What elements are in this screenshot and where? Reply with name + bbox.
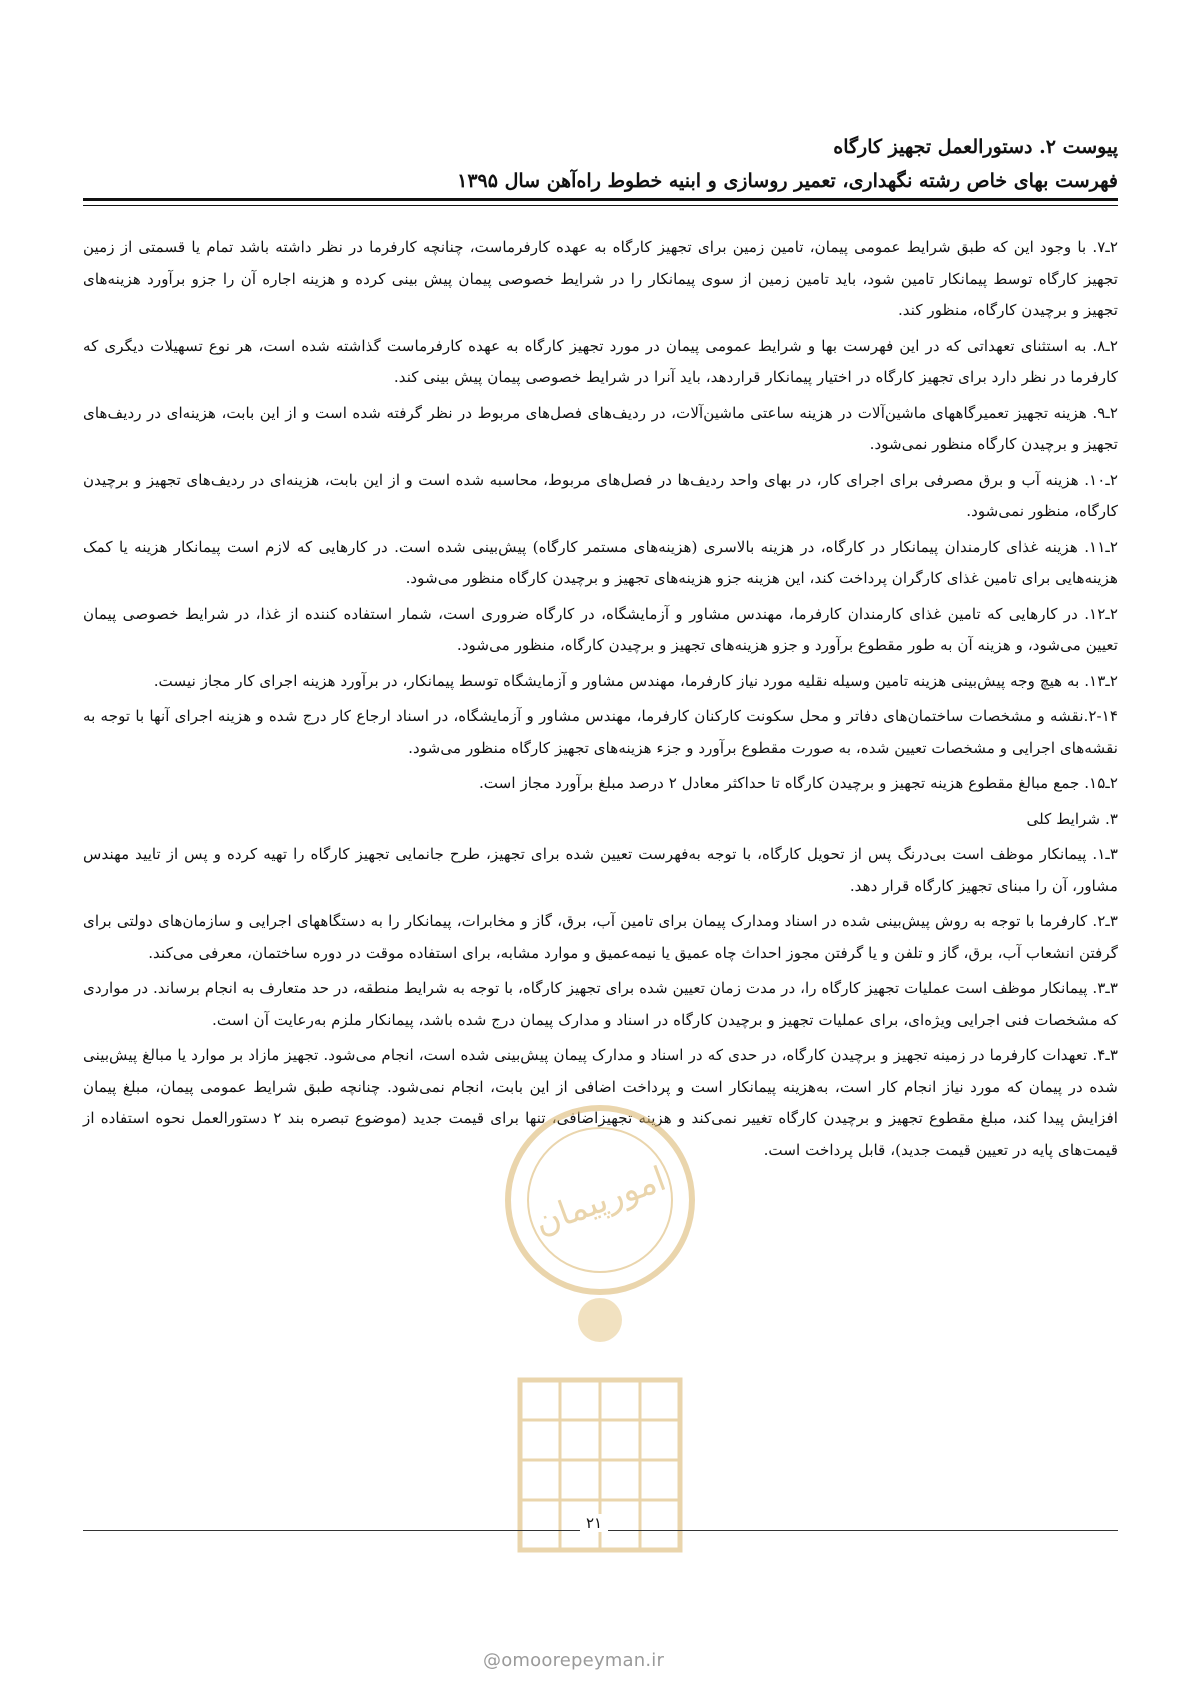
document-body (83, 232, 1118, 1170)
paragraph: ۳ـ۴. تعهدات کارفرما در زمینه تجهیز و برچیدن کارگاه، در حدی که در اسناد و مدارک پیمان پیش‌بینی شده است، انجام می‌شود. تجهیز مازاد بر موارد یا مبالغ پیش‌بینی شده در پیمان که مورد نیاز انجام کار است، به‌هزینه پیمانکار است و پرداخت اضافی از این بابت، انجام نمی‌شود. چنانچه طبق شرایط عمومی پیمان، مبلغ پیمان افزایش پیدا کند، مبلغ مقطوع تجهیز و برچیدن کارگاه تغییر نمی‌کند و هزینه تجهیزاضافی، تنها برای قیمت جدید (موضوع تبصره بند ۲ دستورالعمل نحوه استفاده از قیمت‌های پایه در تعیین قیمت جدید)، قابل پرداخت است. (83, 1046, 1118, 1159)
paragraph: ۲ـ۱۰. هزینه آب و برق مصرفی برای اجرای کار، در بهای واحد ردیف‌ها در فصل‌های مربوط، محاسبه شده است و از این بابت، هزینه‌ای در ردیف‌های تجهیز و برچیدن کارگاه، منظور نمی‌شود. (83, 470, 1118, 520)
watermark-logo (480, 1080, 720, 1640)
section-heading: ۳. شرایط کلی (1026, 809, 1118, 828)
website-watermark: @omoorepeyman.ir (483, 1650, 665, 1671)
paragraph: ۲ـ۱۱. هزینه غذای کارمندان پیمانکار در کارگاه، در هزینه بالاسری (هزینه‌های مستمر کارگاه) پیش‌بینی شده است. در کارهایی که لازم است پیمانکار هزینه یا کمک هزینه‌هایی برای تامین غذای کارگران پرداخت کند، این هزینه جزو هزینه‌های تجهیز و برچیدن کارگاه منظور می‌شود. (83, 537, 1118, 587)
header-divider (83, 198, 1118, 206)
paragraph: ۳ـ۳. پیمانکار موظف است عملیات تجهیز کارگاه را، در مدت زمان تعیین شده برای تجهیز کارگاه، با توجه به شرایط منطقه، در حد متعارف به انجام برساند. در مواردی که مشخصات فنی اجرایی ویژه‌ای، برای عملیات تجهیز و برچیدن کارگاه در اسناد و مدارک پیمان درج شده باشد، پیمانکار ملزم به‌رعایت آن است. (83, 979, 1118, 1029)
paragraph: ۲ـ۱۳. به هیچ وجه پیش‌بینی هزینه تامین وسیله نقلیه مورد نیاز کارفرما، مهندس مشاور و آزمایشگاه توسط پیمانکار، در برآورد هزینه اجرای کار مجاز نیست. (153, 671, 1118, 690)
paragraph: ۲ـ۸. به استثنای تعهداتی که در این فهرست بها و شرایط عمومی پیمان در مورد تجهیز کارگاه به عهده کارفرماست گذاشته شده است، هر نوع تسهیلات دیگری که کارفرما در نظر دارد برای تجهیز کارگاه در اختیار پیمانکار قراردهد، باید آنرا در شرایط خصوصی پیمان پیش بینی کند. (83, 336, 1118, 386)
page-number: ۲۱ (580, 1514, 608, 1532)
page-header (118, 130, 1118, 198)
paragraph: ۲ـ۹. هزینه تجهیز تعمیرگاههای ماشین‌آلات در هزینه ساعتی ماشین‌آلات، در ردیف‌های فصل‌های مربوط در نظر گرفته شده است و از این بابت، هزینه‌ای در ردیف‌های تجهیز و برچیدن کارگاه منظور نمی‌شود. (83, 403, 1118, 453)
paragraph: ۲-۱۴.نقشه و مشخصات ساختمان‌های دفاتر و محل سکونت کارکنان کارفرما، مهندس مشاور و آزمایشگاه، در اسناد ارجاع کار درج شده و هزینه اجرای آنها با توجه به نقشه‌های اجرایی و مشخصات تعیین شده، به صورت مقطوع برآورد و جزء هزینه‌های تجهیز کارگاه منظور می‌شود. (83, 707, 1118, 757)
paragraph: ۳ـ۲. کارفرما با توجه به روش پیش‌بینی شده در اسناد ومدارک پیمان برای تامین آب، برق، گاز و مخابرات، پیمانکار را به دستگاههای اجرایی و سازمان‌های دولتی برای گرفتن انشعاب آب، برق، گاز و تلفن و یا گرفتن مجوز احداث چاه عمیق یا نیمه‌عمیق و موارد مشابه، برای استفاده موقت در دوره ساختمان، معرفی می‌کند. (83, 912, 1118, 962)
price-list-subtitle: فهرست بهای خاص رشته نگهداری، تعمیر روسازی و ابنیه خطوط راه‌آهن سال ۱۳۹۵ (457, 170, 1118, 192)
paragraph: ۳ـ۱. پیمانکار موظف است بی‌درنگ پس از تحویل کارگاه، با توجه به‌فهرست تعیین شده برای تجهیز، طرح جانمایی تجهیز کارگاه را تهیه کرده و پس از تایید مهندس مشاور، آن را مبنای تجهیز کارگاه قرار دهد. (83, 845, 1118, 895)
paragraph: ۲ـ۷. با وجود این که طبق شرایط عمومی پیمان، تامین زمین برای تجهیز کارگاه به عهده کارفرماست، چنانچه کارفرما در نظر داشته باشد تمام یا قسمتی از زمین تجهیز کارگاه توسط پیمانکار تامین شود، باید تامین زمین از سوی پیمانکار را در شرایط خصوصی پیمان پیش بینی کرده و هزینه اجاره آن را جزو برآورد هزینه‌های تجهیز و برچیدن کارگاه، منظور کند. (83, 238, 1118, 319)
paragraph: ۲ـ۱۵. جمع مبالغ مقطوع هزینه تجهیز و برچیدن کارگاه تا حداکثر معادل ۲ درصد مبلغ برآورد مجاز است. (478, 774, 1118, 792)
appendix-title: پیوست ۲. دستورالعمل تجهیز کارگاه (833, 136, 1118, 158)
watermark-text: امورپیمان (529, 1158, 672, 1244)
paragraph: ۲ـ۱۲. در کارهایی که تامین غذای کارمندان کارفرما، مهندس مشاور و آزمایشگاه، در کارگاه ضروری است، شمار استفاده کننده از غذا، در شرایط خصوصی پیمان تعیین می‌شود، و هزینه آن به طور مقطوع برآورد و جزو هزینه‌های تجهیز و برچیدن کارگاه، منظور می‌شود. (83, 604, 1118, 654)
